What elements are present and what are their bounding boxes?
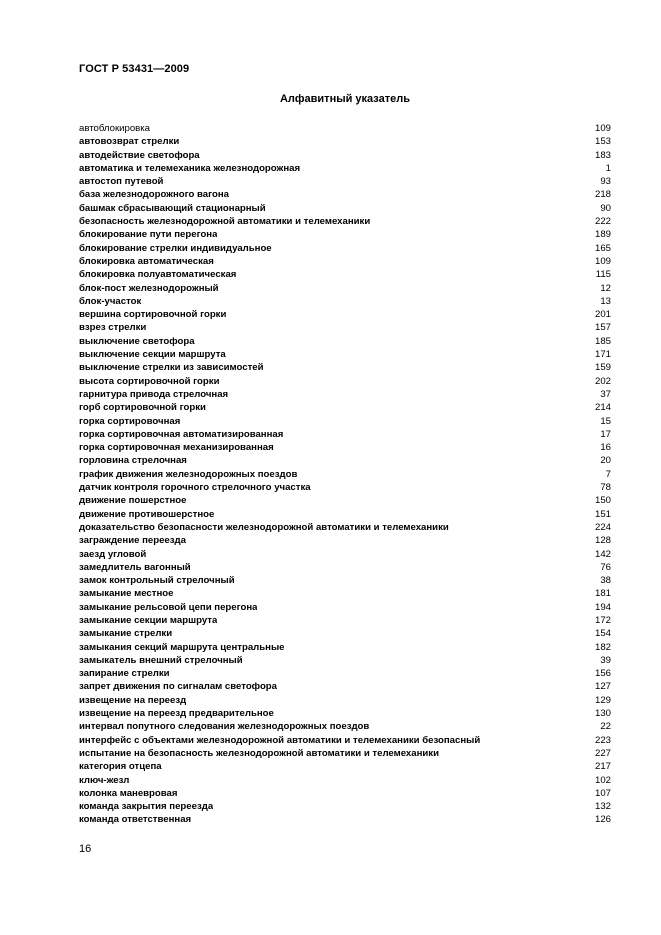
index-page-ref: 38: [600, 575, 611, 587]
index-entry: [79, 614, 611, 627]
index-page-ref: 153: [594, 136, 611, 148]
index-page-ref: 223: [594, 734, 611, 746]
index-page-ref: 201: [594, 309, 611, 321]
index-entry: [79, 228, 611, 241]
index-page-ref: 16: [600, 442, 611, 454]
index-page-ref: 130: [594, 708, 611, 720]
index-page-ref: 20: [600, 455, 611, 467]
index-entry: [79, 122, 611, 135]
index-term: датчик контроля горочного стрелочного участка: [79, 482, 311, 494]
index-term: замыкание секции маршрута: [79, 614, 218, 626]
index-page-ref: 127: [594, 681, 611, 693]
index-page-ref: 109: [594, 123, 611, 134]
index-term: категория отцепа: [79, 761, 162, 773]
index-page-ref: 156: [594, 668, 611, 680]
index-page-ref: 157: [594, 322, 611, 334]
index-page-ref: 224: [594, 521, 611, 533]
index-page-ref: 129: [594, 694, 611, 706]
index-term: движение пошерстное: [79, 495, 187, 507]
index-entry: [79, 667, 611, 680]
index-term: взрез стрелки: [79, 322, 147, 334]
index-entry: [79, 494, 611, 507]
index-entry: [79, 188, 611, 201]
index-entry: [79, 454, 611, 467]
index-entry: [79, 601, 611, 614]
index-entry: [79, 747, 611, 760]
index-page-ref: 202: [594, 375, 611, 387]
index-page-ref: 218: [594, 189, 611, 201]
index-page-ref: 142: [594, 548, 611, 560]
index-page-ref: 154: [594, 628, 611, 640]
index-page-ref: 115: [595, 269, 611, 281]
index-page-ref: 185: [594, 335, 611, 347]
index-entry: [79, 468, 611, 481]
index-entry: [79, 627, 611, 640]
index-entry: [79, 242, 611, 255]
index-term: блокировка автоматическая: [79, 255, 214, 267]
index-page-ref: 150: [594, 495, 611, 507]
index-page-ref: 126: [594, 814, 611, 826]
index-term: движение противошерстное: [79, 508, 215, 520]
index-term: ключ-жезл: [79, 774, 130, 786]
index-page-ref: 151: [594, 508, 611, 520]
index-term: блок-участок: [79, 295, 142, 307]
index-term: горб сортировочной горки: [79, 402, 206, 414]
index-term: интерфейс с объектами железнодорожной автоматики и телемеханики безопасный: [79, 734, 481, 746]
index-term: горка сортировочная: [79, 415, 181, 427]
index-entry: [79, 548, 611, 561]
index-term: блокирование пути перегона: [79, 229, 218, 241]
index-term: блокирование стрелки индивидуальное: [79, 242, 272, 254]
index-term: график движения железнодорожных поездов: [79, 468, 298, 480]
index-page-ref: 214: [594, 402, 611, 414]
index-page-ref: 76: [600, 561, 611, 573]
index-entry: [79, 734, 611, 747]
index-term: интервал попутного следования железнодорожных поездов: [79, 721, 370, 733]
index-entry: [79, 415, 611, 428]
index-entry: [79, 428, 611, 441]
index-entry: [79, 295, 611, 308]
index-term: замыкание рельсовой цепи перегона: [79, 601, 258, 613]
index-entry: [79, 441, 611, 454]
index-page-ref: 128: [594, 535, 611, 547]
index-page-ref: 227: [594, 747, 611, 759]
index-entry: [79, 348, 611, 361]
index-entry: [79, 202, 611, 215]
index-entry: [79, 321, 611, 334]
index-term: гарнитура привода стрелочная: [79, 388, 229, 400]
index-page-ref: 222: [594, 216, 611, 228]
index-term: извещение на переезд предварительное: [79, 708, 274, 720]
index-term: горка сортировочная автоматизированная: [79, 428, 284, 440]
index-term: автоблокировка: [79, 123, 151, 134]
index-term: выключение секции маршрута: [79, 349, 226, 361]
index-term: замедлитель вагонный: [79, 561, 191, 573]
index-entry: [79, 707, 611, 720]
index-page-ref: 165: [594, 242, 611, 254]
alphabetical-index-list: [79, 122, 611, 827]
index-page-ref: 171: [594, 349, 611, 361]
index-page-ref: 182: [594, 641, 611, 653]
index-term: замыкание стрелки: [79, 628, 173, 640]
index-page-ref: 107: [594, 787, 611, 799]
index-term: запрет движения по сигналам светофора: [79, 681, 278, 693]
index-entry: [79, 587, 611, 600]
index-entry: [79, 521, 611, 534]
index-page-ref: 189: [594, 229, 611, 241]
index-entry: [79, 561, 611, 574]
index-term: автовозврат стрелки: [79, 136, 180, 148]
index-entry: [79, 401, 611, 414]
index-term: высота сортировочной горки: [79, 375, 220, 387]
index-entry: [79, 574, 611, 587]
index-entry: [79, 255, 611, 268]
index-entry: [79, 149, 611, 162]
index-page-ref: 39: [600, 654, 611, 666]
index-term: блок-пост железнодорожный: [79, 282, 219, 294]
index-page-ref: 90: [600, 202, 611, 214]
index-entry: [79, 135, 611, 148]
index-entry: [79, 760, 611, 773]
index-term: доказательство безопасности железнодорожной автоматики и телемеханики: [79, 521, 449, 533]
index-entry: [79, 774, 611, 787]
index-entry: [79, 534, 611, 547]
index-term: замыкания секций маршрута центральные: [79, 641, 285, 653]
index-term: колонка маневровая: [79, 787, 178, 799]
index-page-ref: 109: [594, 255, 611, 267]
index-page-ref: 159: [594, 362, 611, 374]
index-entry: [79, 361, 611, 374]
index-term: команда ответственная: [79, 814, 192, 826]
index-page-ref: 217: [594, 761, 611, 773]
index-term: башмак сбрасывающий стационарный: [79, 202, 266, 214]
index-term: безопасность железнодорожной автоматики и телемеханики: [79, 216, 371, 228]
index-term: автоматика и телемеханика железнодорожная: [79, 162, 301, 174]
index-page-ref: 183: [594, 149, 611, 161]
index-page-ref: 37: [600, 388, 611, 400]
index-page-ref: 181: [594, 588, 611, 600]
index-entry: [79, 388, 611, 401]
index-page-ref: 17: [600, 428, 611, 440]
index-entry: [79, 282, 611, 295]
index-entry: [79, 481, 611, 494]
page-number: 16: [79, 843, 92, 855]
index-term: команда закрытия переезда: [79, 801, 214, 813]
index-page-ref: 7: [605, 468, 611, 480]
document-code: ГОСТ Р 53431—2009: [79, 63, 190, 75]
index-term: замыкание местное: [79, 588, 174, 600]
index-term: выключение светофора: [79, 335, 195, 347]
index-entry: [79, 335, 611, 348]
index-term: заграждение переезда: [79, 535, 186, 547]
index-entry: [79, 694, 611, 707]
index-term: горловина стрелочная: [79, 455, 187, 467]
index-page-ref: 22: [600, 721, 611, 733]
index-entry: [79, 162, 611, 175]
section-title: Алфавитный указатель: [279, 93, 410, 105]
index-page-ref: 93: [600, 176, 611, 188]
index-entry: [79, 654, 611, 667]
index-entry: [79, 800, 611, 813]
index-term: замыкатель внешний стрелочный: [79, 654, 243, 666]
index-term: замок контрольный стрелочный: [79, 575, 235, 587]
index-term: база железнодорожного вагона: [79, 189, 229, 201]
index-entry: [79, 375, 611, 388]
index-term: заезд угловой: [79, 548, 147, 560]
index-term: автостоп путевой: [79, 176, 164, 188]
index-term: извещение на переезд: [79, 694, 187, 706]
index-page-ref: 1: [605, 162, 611, 174]
index-page-ref: 13: [600, 295, 611, 307]
index-page-ref: 78: [600, 482, 611, 494]
index-entry: [79, 175, 611, 188]
index-term: запирание стрелки: [79, 668, 170, 680]
index-term: вершина сортировочной горки: [79, 309, 227, 321]
index-entry: [79, 215, 611, 228]
index-page-ref: 194: [594, 601, 611, 613]
index-page-ref: 102: [594, 774, 611, 786]
index-term: испытание на безопасность железнодорожной автоматики и телемеханики: [79, 747, 439, 759]
index-entry: [79, 720, 611, 733]
index-entry: [79, 787, 611, 800]
index-page-ref: 15: [600, 415, 611, 427]
index-page-ref: 132: [594, 801, 611, 813]
index-entry: [79, 308, 611, 321]
index-entry: [79, 508, 611, 521]
index-page-ref: 172: [594, 614, 611, 626]
index-term: блокировка полуавтоматическая: [79, 269, 237, 281]
index-entry: [79, 641, 611, 654]
index-entry: [79, 680, 611, 693]
index-term: автодействие светофора: [79, 149, 200, 161]
index-entry: [79, 268, 611, 281]
index-term: выключение стрелки из зависимостей: [79, 362, 264, 374]
index-entry: [79, 813, 611, 826]
index-term: горка сортировочная механизированная: [79, 442, 274, 454]
index-page-ref: 12: [600, 282, 611, 294]
